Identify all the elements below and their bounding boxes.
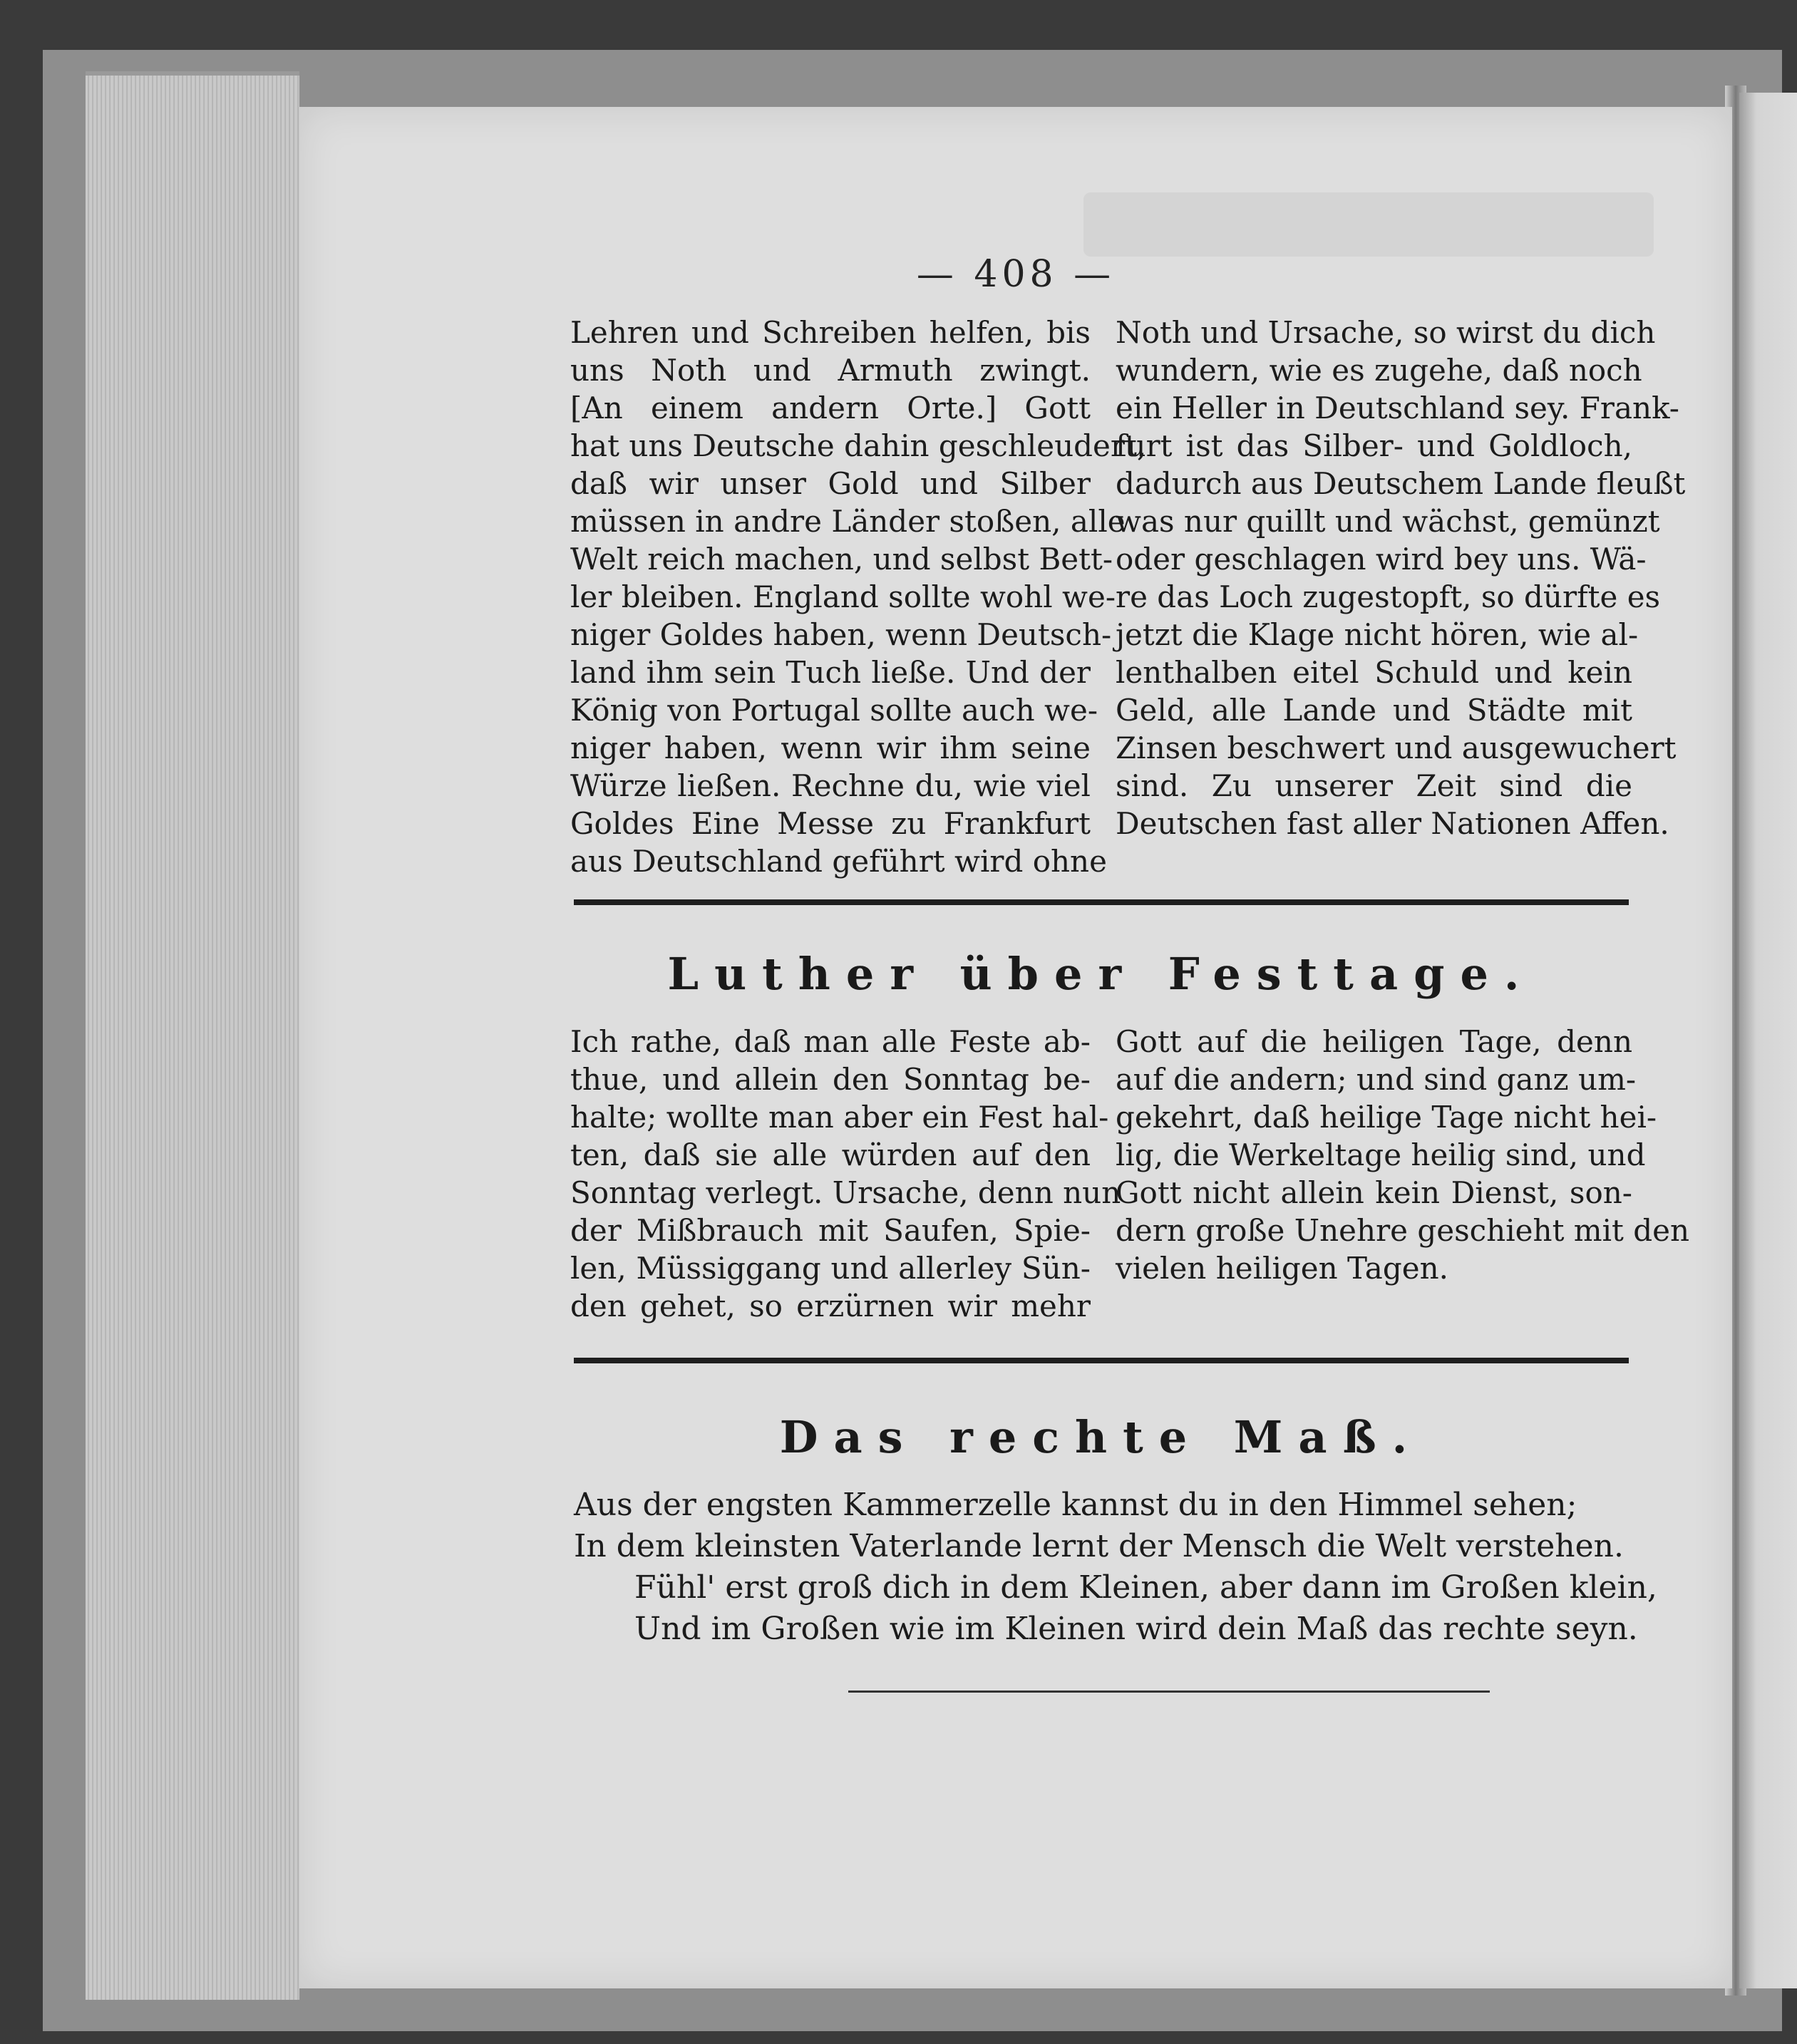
article3-title: Das rechte Maß. [779, 1411, 1423, 1463]
facing-page-edge [1739, 93, 1797, 1988]
text-line: der Mißbrauch mit Saufen, Spie- [570, 1213, 1091, 1248]
text-line: den gehet, so erzürnen wir mehr [570, 1289, 1091, 1323]
text-line: len, Müssiggang und allerley Sün- [570, 1251, 1091, 1286]
text-line: halte; wollte man aber ein Fest hal- [570, 1100, 1109, 1135]
text-line: dern große Unehre geschieht mit den [1116, 1213, 1690, 1248]
text-line: gekehrt, daß heilige Tage nicht hei- [1116, 1100, 1657, 1135]
text-line: auf die andern; und sind ganz um- [1116, 1062, 1637, 1097]
text-line: was nur quillt und wächst, gemünzt [1116, 504, 1660, 539]
text-line: niger haben, wenn wir ihm seine [570, 731, 1091, 765]
text-line: aus Deutschland geführt wird ohne [570, 844, 1107, 879]
poem-line: Fühl' erst groß dich in dem Kleinen, aber dann im Großen klein, [634, 1569, 1657, 1606]
text-line: Gott auf die heiligen Tage, denn [1116, 1024, 1632, 1059]
text-line: vielen heiligen Tagen. [1116, 1251, 1448, 1286]
article2-left-column [570, 1023, 1121, 1325]
text-line: Noth und Ursache, so wirst du dich [1116, 315, 1656, 350]
text-line: furt ist das Silber- und Goldloch, [1116, 428, 1632, 463]
text-line: Gott nicht allein kein Dienst, son- [1116, 1175, 1632, 1210]
text-line: uns Noth und Armuth zwingt. [570, 353, 1091, 388]
bottom-rule [848, 1691, 1490, 1693]
poem-line: Und im Großen wie im Kleinen wird dein Maß das rechte seyn. [634, 1611, 1638, 1647]
text-line: land ihm sein Tuch ließe. Und der [570, 655, 1091, 690]
text-line: jetzt die Klage nicht hören, wie al- [1116, 617, 1639, 652]
text-line: Deutschen fast aller Nationen Affen. [1116, 806, 1669, 841]
show-through-texture [1083, 192, 1654, 257]
section-divider [574, 899, 1629, 905]
text-line: müssen in andre Länder stoßen, alle [570, 504, 1126, 539]
book-page [299, 107, 1732, 1988]
text-line: Geld, alle Lande und Städte mit [1116, 693, 1632, 728]
poem-line: Aus der engsten Kammerzelle kannst du in den Himmel sehen; [574, 1487, 1577, 1523]
text-line: sind. Zu unserer Zeit sind die [1116, 768, 1632, 803]
text-line: Sonntag verlegt. Ursache, denn nun [570, 1175, 1121, 1210]
text-line: ler bleiben. England sollte wohl we- [570, 579, 1116, 614]
text-line: re das Loch zugestopft, so dürfte es [1116, 579, 1661, 614]
article1-right-column [1116, 314, 1686, 842]
section-divider [574, 1358, 1629, 1363]
text-line: thue, und allein den Sonntag be- [570, 1062, 1091, 1097]
text-line: ten, daß sie alle würden auf den [570, 1137, 1091, 1172]
text-line: oder geschlagen wird bey uns. Wä- [1116, 542, 1647, 577]
text-line: ein Heller in Deutschland sey. Frank- [1116, 391, 1679, 425]
text-line: dadurch aus Deutschem Lande fleußt [1116, 466, 1686, 501]
text-line: Goldes Eine Messe zu Frankfurt [570, 806, 1091, 841]
text-line: daß wir unser Gold und Silber [570, 466, 1091, 501]
text-line: Würze ließen. Rechne du, wie viel [570, 768, 1091, 803]
text-line: hat uns Deutsche dahin geschleudert, [570, 428, 1147, 463]
text-line: [An einem andern Orte.] Gott [570, 391, 1091, 425]
page-number: — 408 — [916, 253, 1116, 296]
article2-title: Luther über Festtage. [667, 948, 1535, 1000]
text-line: Welt reich machen, und selbst Bett- [570, 542, 1113, 577]
text-line: König von Portugal sollte auch we- [570, 693, 1098, 728]
text-line: wundern, wie es zugehe, daß noch [1116, 353, 1642, 388]
page-edges [86, 71, 299, 2000]
text-line: Zinsen beschwert und ausgewuchert [1116, 731, 1677, 765]
text-line: Lehren und Schreiben helfen, bis [570, 315, 1091, 350]
article2-right-column [1116, 1023, 1690, 1287]
text-line: Ich rathe, daß man alle Feste ab- [570, 1024, 1091, 1059]
text-line: lig, die Werkeltage heilig sind, und [1116, 1137, 1646, 1172]
poem-line: In dem kleinsten Vaterlande lernt der Mensch die Welt verstehen. [574, 1528, 1624, 1564]
text-line: niger Goldes haben, wenn Deutsch- [570, 617, 1112, 652]
article1-left-column [570, 314, 1147, 880]
text-line: lenthalben eitel Schuld und kein [1116, 655, 1632, 690]
